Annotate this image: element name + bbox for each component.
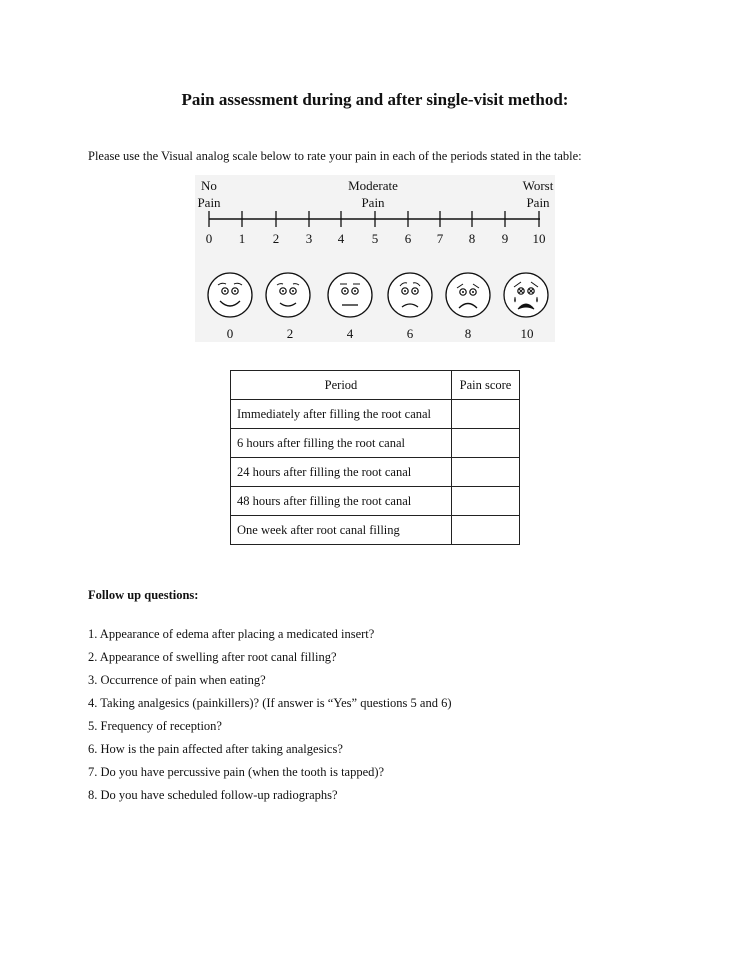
tick-label: 7 (436, 231, 444, 246)
anchor-moderate-pain (338, 177, 408, 211)
period-cell: Immediately after filling the root canal (231, 400, 452, 429)
face-label: 4 (346, 326, 354, 341)
pain-score-cell[interactable] (452, 487, 520, 516)
table-row (231, 400, 520, 429)
tick-label: 10 (532, 231, 546, 246)
pain-score-cell[interactable] (452, 400, 520, 429)
face-label: 0 (226, 326, 234, 341)
table-header-row (231, 371, 520, 400)
list-item: 5. Frequency of reception? (88, 719, 222, 733)
instruction-text: Please use the Visual analog scale below to rate your pain in each of the periods stated in the table: (88, 149, 582, 163)
anchor-moderate-pain-line1: Moderate (348, 178, 398, 193)
list-item: 2. Appearance of swelling after root canal filling? (88, 650, 337, 664)
list-item: 4. Taking analgesics (painkillers)? (If answer is “Yes” questions 5 and 6) (88, 696, 452, 710)
face-4-icon (328, 273, 372, 317)
table-row (231, 516, 520, 545)
scale-ruler (195, 208, 555, 230)
face-0-icon (208, 273, 252, 317)
pain-score-cell[interactable] (452, 429, 520, 458)
pain-score-cell[interactable] (452, 516, 520, 545)
list-item: 8. Do you have scheduled follow-up radiographs? (88, 788, 338, 802)
face-8-icon (446, 273, 490, 317)
header-pain-score: Pain score (452, 371, 520, 400)
anchor-worst-pain-line1: Worst (522, 178, 554, 193)
face-10-icon (504, 273, 548, 317)
tick-label: 6 (404, 231, 412, 246)
anchor-no-pain (197, 177, 221, 211)
anchor-no-pain-line2: Pain (197, 195, 221, 210)
followup-heading: Follow up questions: (88, 588, 199, 602)
face-2-icon (266, 273, 310, 317)
face-label: 2 (286, 326, 294, 341)
tick-label: 0 (205, 231, 213, 246)
pain-score-table (230, 370, 520, 545)
list-item: 7. Do you have percussive pain (when the tooth is tapped)? (88, 765, 385, 779)
period-cell: 48 hours after filling the root canal (231, 487, 452, 516)
tick-label: 1 (238, 231, 246, 246)
table-row (231, 487, 520, 516)
face-label: 8 (464, 326, 472, 341)
pain-score-cell[interactable] (452, 458, 520, 487)
face-label: 10 (520, 326, 534, 341)
anchor-moderate-pain-line2: Pain (361, 195, 385, 210)
header-period: Period (231, 371, 452, 400)
list-item: 3. Occurrence of pain when eating? (88, 673, 266, 687)
table-row (231, 458, 520, 487)
anchor-no-pain-line1: No (201, 178, 217, 193)
followup-question-list (88, 626, 452, 810)
tick-label: 2 (272, 231, 280, 246)
period-cell: One week after root canal filling (231, 516, 452, 545)
anchor-worst-pain-line2: Pain (526, 195, 550, 210)
list-item: 1. Appearance of edema after placing a medicated insert? (88, 627, 375, 641)
page-title: Pain assessment during and after single-visit method: (181, 90, 569, 109)
tick-label: 4 (337, 231, 345, 246)
tick-label: 8 (468, 231, 476, 246)
period-cell: 24 hours after filling the root canal (231, 458, 452, 487)
pain-faces (195, 265, 555, 325)
tick-label: 3 (305, 231, 313, 246)
tick-label: 9 (501, 231, 509, 246)
face-label: 6 (406, 326, 414, 341)
period-cell: 6 hours after filling the root canal (231, 429, 452, 458)
face-6-icon (388, 273, 432, 317)
anchor-worst-pain (517, 177, 559, 211)
table-row (231, 429, 520, 458)
tick-label: 5 (371, 231, 379, 246)
list-item: 6. How is the pain affected after taking analgesics? (88, 742, 343, 756)
